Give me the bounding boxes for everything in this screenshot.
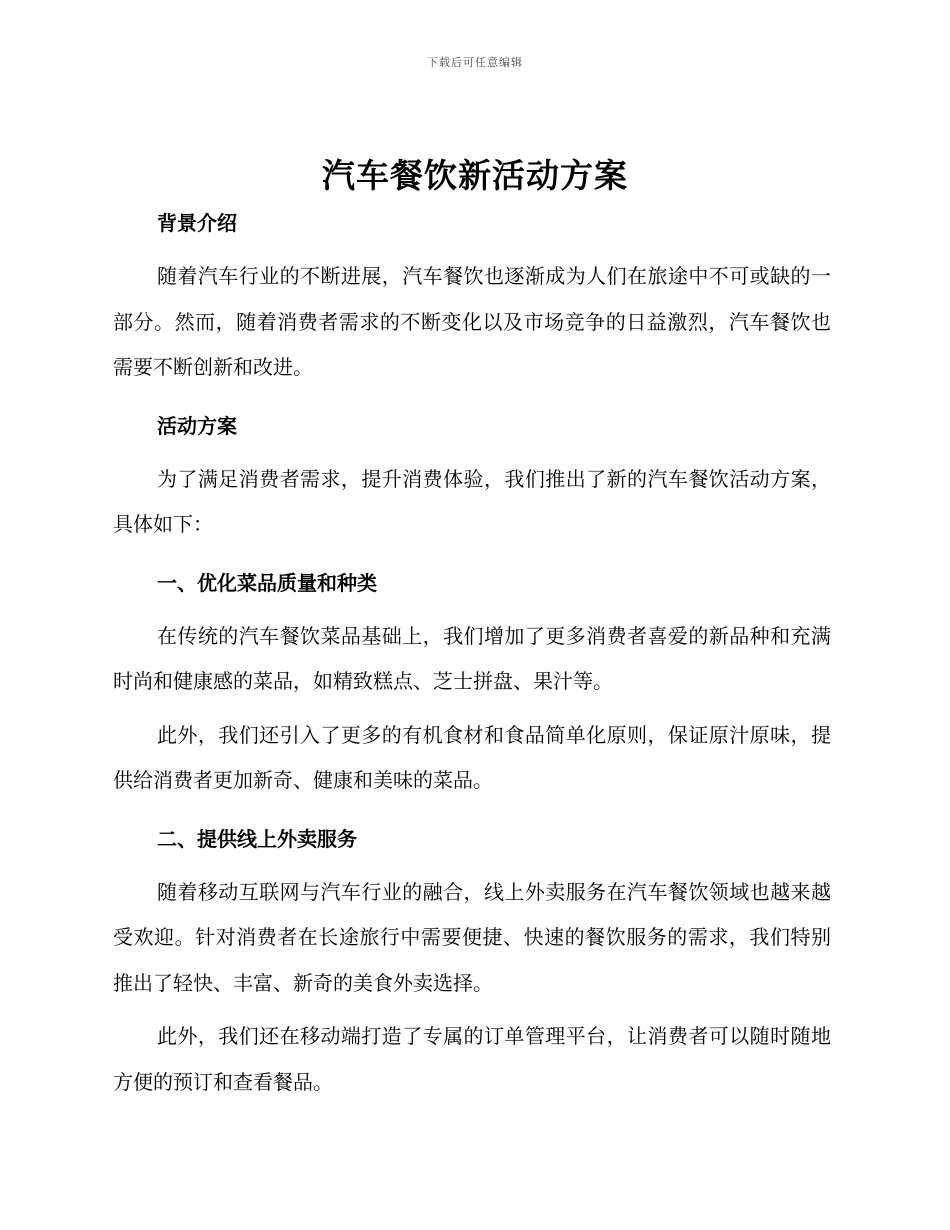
section-heading-plan: 活动方案 <box>157 413 237 438</box>
section-plan <box>113 403 831 548</box>
paragraph-item-2-1: 随着移动互联网与汽车行业的融合，线上外卖服务在汽车餐饮领域也越来越受欢迎。针对消费者在长途旅行中需要便捷、快速的餐饮服务的需求，我们特别推出了轻快、丰富、新奇的美食外卖选择。 <box>113 879 831 995</box>
section-item-1 <box>113 560 831 804</box>
header-note: 下载后可任意编辑 <box>427 56 523 69</box>
paragraph-plan-1: 为了满足消费者需求，提升消费体验，我们推出了新的汽车餐饮活动方案，具体如下： <box>113 466 831 536</box>
paragraph-item-1-1: 在传统的汽车餐饮菜品基础上，我们增加了更多消费者喜爱的新品种和充满时尚和健康感的菜品，如精致糕点、芝士拼盘、果汁等。 <box>113 623 831 693</box>
document-title: 汽车餐饮新活动方案 <box>322 156 628 195</box>
section-item-2 <box>113 816 831 1106</box>
section-heading-item-1: 一、优化菜品质量和种类 <box>157 570 377 595</box>
paragraph-item-1-2: 此外，我们还引入了更多的有机食材和食品简单化原则，保证原汁原味，提供给消费者更加新奇、健康和美味的菜品。 <box>113 722 831 792</box>
document-body <box>113 200 831 1105</box>
paragraph-item-2-2: 此外，我们还在移动端打造了专属的订单管理平台，让消费者可以随时随地方便的预订和查看餐品。 <box>113 1024 831 1094</box>
section-heading-item-2: 二、提供线上外卖服务 <box>157 826 357 851</box>
paragraph-background-1: 随着汽车行业的不断进展，汽车餐饮也逐渐成为人们在旅途中不可或缺的一部分。然而，随着消费者需求的不断变化以及市场竞争的日益激烈，汽车餐饮也需要不断创新和改进。 <box>113 264 831 379</box>
section-heading-background: 背景介绍 <box>157 211 237 235</box>
section-background <box>113 200 831 391</box>
